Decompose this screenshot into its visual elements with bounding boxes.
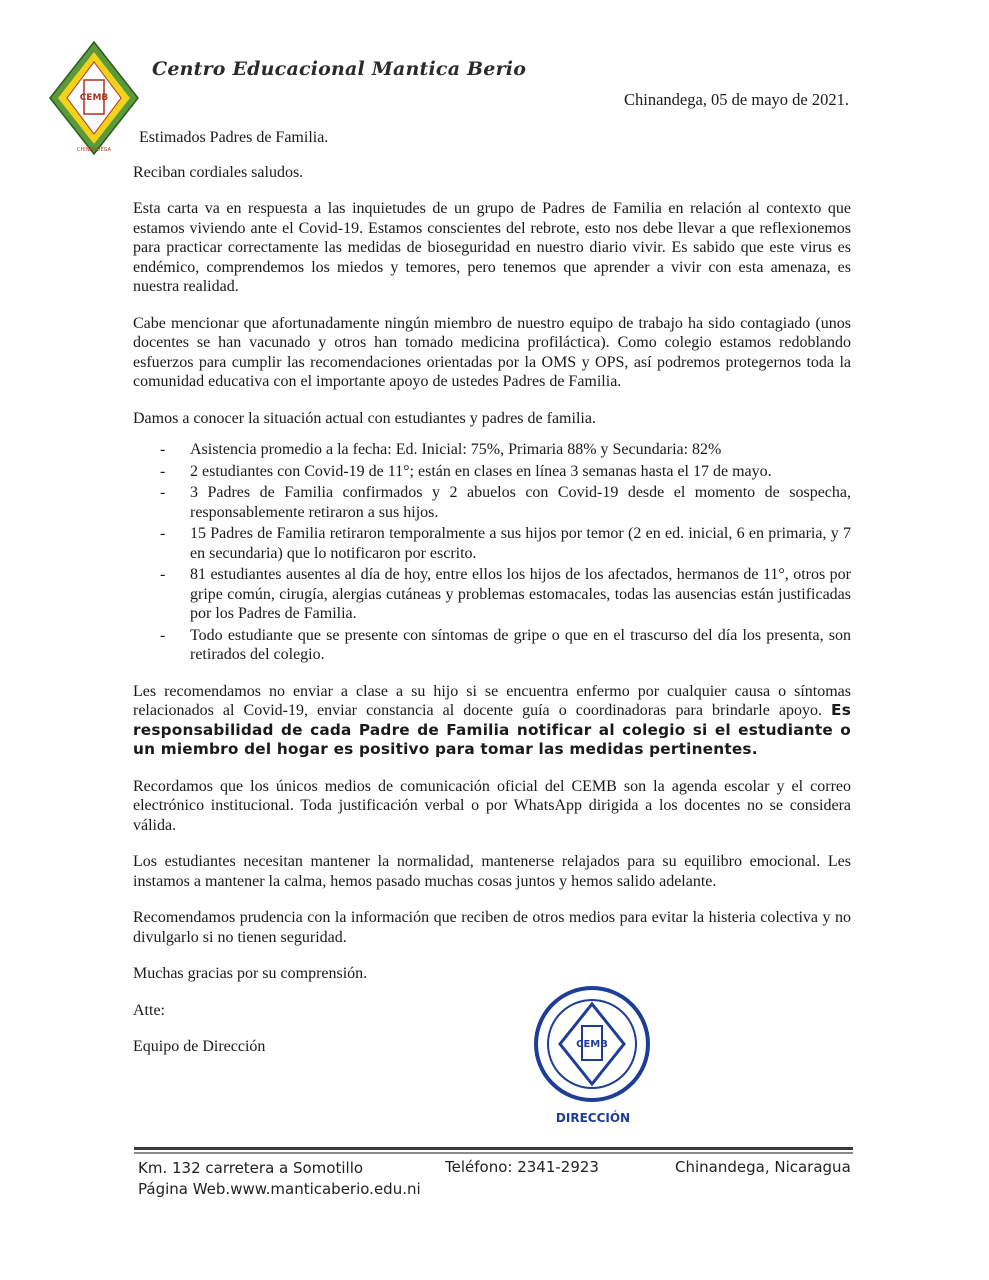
svg-text:CHINANDEGA: CHINANDEGA: [77, 147, 111, 153]
svg-text:CEMB: CEMB: [79, 93, 109, 103]
school-name: Centro Educacional Mantica Berio: [152, 58, 527, 80]
footer-divider: [134, 1147, 853, 1150]
closing-atte: Atte:: [133, 1001, 165, 1019]
stamp-label: DIRECCIÓN: [555, 1111, 631, 1125]
school-logo: [48, 40, 140, 156]
greeting: Reciban cordiales saludos.: [133, 163, 304, 181]
direction-stamp: [528, 982, 658, 1132]
situation-list: [133, 440, 851, 665]
letter-date: Chinandega, 05 de mayo de 2021.: [624, 90, 849, 109]
paragraph-prudence: Recomendamos prudencia con la información que reciben de otros medios para evitar la histeria colectiva y no divulgarlo si no tienen seguridad.: [133, 909, 851, 946]
letter-body: [133, 128, 851, 1057]
paragraph-normality: Los estudiantes necesitan mantener la normalidad, mantenerse relajados para su equilibro emocional. Les instamos a mantener la calma, hemos pasado muchas cosas juntos y hemos salido adelante.: [133, 853, 851, 890]
footer-website: Página Web.www.manticaberio.edu.ni: [138, 1180, 421, 1198]
svg-text:CEMB: CEMB: [576, 1039, 608, 1050]
paragraph-context: Esta carta va en respuesta a las inquietudes de un grupo de Padres de Familia en relación al contexto que estamos viviendo ante el Covid-19. Estamos conscientes del rebrote, esto nos debe llevar a que reflexionemos para practicar correctamente las medidas de bioseguridad en nuestro diario vivir. Es sabido que este virus es endémico, comprendemos los miedos y temores, pero tenemos que aprender a vivir con esta amenaza, es nuestra realidad.: [133, 200, 851, 295]
thanks: Muchas gracias por su comprensión.: [133, 965, 368, 982]
paragraph-communication: Recordamos que los únicos medios de comunicación oficial del CEMB son la agenda escolar y el correo electrónico institucional. Toda justificación verbal o por WhatsApp dirigida a los docentes no se considera válida.: [133, 777, 851, 834]
paragraph-recommendation: Les recomendamos no enviar a clase a su hijo si se encuentra enfermo por cualquier causa o síntomas relacionados al Covid-19, enviar constancia al docente guía o coordinadoras para brindarle apoyo. Es responsabilidad de cada Padre de Familia notificar al colegio si el estudiante o un miembro del hogar es positivo para tomar las medidas pertinentes.: [133, 682, 852, 758]
footer-address: Km. 132 carretera a Somotillo: [138, 1159, 364, 1177]
list-item: - 2 estudiantes con Covid-19 de 11°; están en clases en línea 3 semanas hasta el 17 de mayo.: [160, 462, 772, 480]
responsibility-notice: Es responsabilidad de cada Padre de Familia notificar al colegio si el estudiante o un miembro del hogar es positivo para tomar las medidas pertinentes.: [133, 701, 852, 758]
footer-divider-thin: [134, 1152, 853, 1154]
footer-phone: Teléfono: 2341-2923: [445, 1158, 599, 1176]
salutation: Estimados Padres de Familia.: [139, 129, 329, 146]
paragraph-staff: Cabe mencionar que afortunadamente ningún miembro de nuestro equipo de trabajo ha sido contagiado (unos docentes se han vacunado y otros han tomado medicina profiláctica). Como colegio estamos redoblando esfuerzos para cumplir las recomendaciones orientadas por la OMS y OPS, así podremos protegernos toda la comunidad educativa con el importante apoyo de ustedes Padres de Familia.: [133, 314, 851, 390]
list-item: - 3 Padres de Familia confirmados y 2 abuelos con Covid-19 desde el momento de sospecha, responsablemente retiraron a sus hijos.: [160, 484, 851, 521]
footer-city: Chinandega, Nicaragua: [675, 1158, 851, 1176]
signature: Equipo de Dirección: [133, 1038, 266, 1055]
list-item: - 81 estudiantes ausentes al día de hoy, entre ellos los hijos de los afectados, hermanos de 11°, otros por gripe común, cirugía, alergias cutáneas y problemas estomacales, todas las ausencias están justificadas por los Padres de Familia.: [160, 566, 851, 622]
list-item: - Asistencia promedio a la fecha: Ed. Inicial: 75%, Primaria 88% y Secundaria: 82%: [160, 441, 722, 458]
list-intro: Damos a conocer la situación actual con estudiantes y padres de familia.: [133, 409, 596, 427]
list-item: - Todo estudiante que se presente con síntomas de gripe o que en el trascurso del día los presenta, son retirados del colegio.: [160, 626, 851, 663]
list-item: - 15 Padres de Familia retiraron temporalmente a sus hijos por temor (2 en ed. inicial, 6 en primaria, y 7 en secundaria) que lo notificaron por escrito.: [160, 525, 851, 562]
